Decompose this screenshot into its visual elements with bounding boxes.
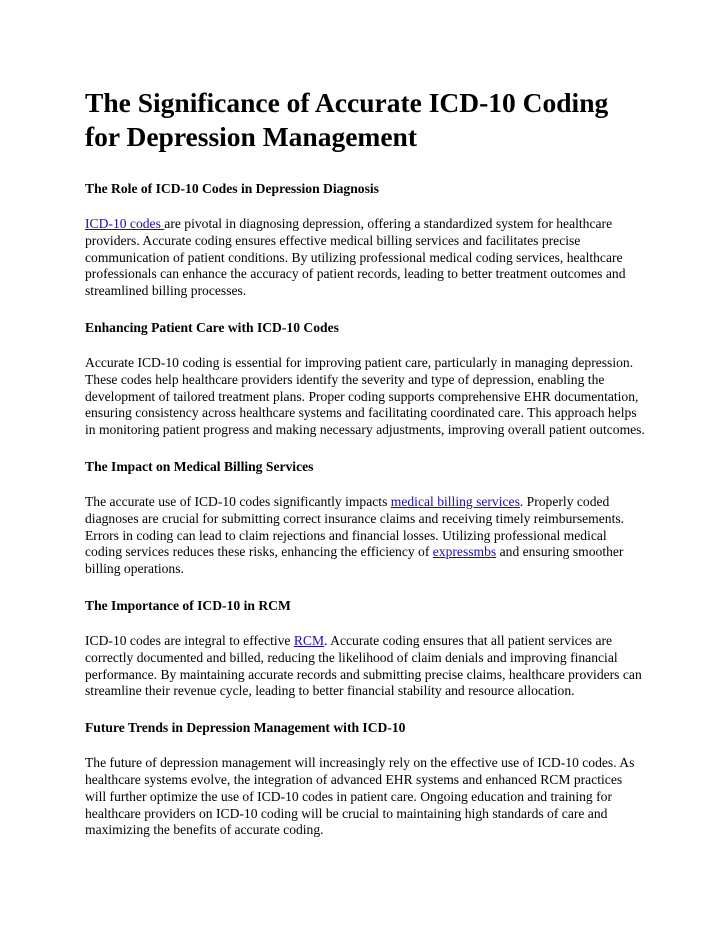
section-heading-future-trends: Future Trends in Depression Management with ICD-10: [85, 720, 406, 736]
paragraph-text: and ensuring smoother billing operations.: [85, 544, 624, 577]
section-heading-billing: The Impact on Medical Billing Services: [85, 458, 314, 474]
section-paragraph-role: [85, 216, 645, 300]
section-heading-patient-care: Enhancing Patient Care with ICD-10 Codes: [85, 319, 339, 335]
medical-billing-services-link[interactable]: medical billing services: [390, 493, 520, 509]
paragraph-text: ICD-10 codes are integral to effective: [85, 632, 294, 648]
section-paragraph-patient-care: Accurate ICD-10 coding is essential for improving patient care, particularly in managing depression. These codes help healthcare providers identify the severity and type of depression, enabling the development of tailored treatment plans. Proper coding supports comprehensive EHR documentation, ensuring consistency across healthcare systems and facilitating coordinated care. This approach helps in monitoring patient progress and making necessary adjustments, improving overall patient outcomes.: [85, 354, 645, 438]
paragraph-text: The accurate use of ICD-10 codes significantly impacts: [85, 493, 391, 509]
section-paragraph-future-trends: The future of depression management will increasingly rely on the effective use of ICD-10 codes. As healthcare systems evolve, the integration of advanced EHR systems and enhanced RCM practices will further optimize the use of ICD-10 codes in patient care. Ongoing education and training for healthcare providers on ICD-10 coding will be crucial to maintaining high standards of care and maximizing the benefits of accurate coding.: [85, 755, 635, 838]
icd10-codes-link[interactable]: ICD-10 codes: [85, 216, 165, 231]
rcm-link[interactable]: RCM: [293, 632, 325, 648]
section-paragraph-rcm: [85, 633, 645, 700]
paragraph-text: . Accurate coding ensures that all patient services are correctly documented and billed, reducing the likelihood of claim denials and improving financial performance. By maintaining accurate records and submitting precise claims, healthcare providers can streamline their revenue cycle, leading to better financial stability and resource allocation.: [85, 632, 642, 699]
document-page: [85, 86, 645, 859]
section-heading-rcm: The Importance of ICD-10 in RCM: [85, 597, 291, 613]
section-paragraph-billing: [85, 494, 645, 578]
page-title: The Significance of Accurate ICD-10 Coding for Depression Management: [85, 87, 609, 152]
paragraph-text: are pivotal in diagnosing depression, offering a standardized system for healthcare providers. Accurate coding ensures effective medical billing services and facilitates precise communication of patient conditions. By utilizing professional medical coding services, healthcare professionals can enhance the accuracy of patient records, leading to better treatment outcomes and streamlined billing processes.: [85, 216, 626, 299]
expressmbs-link[interactable]: expressmbs: [432, 544, 497, 560]
paragraph-text: . Properly coded diagnoses are crucial for submitting correct insurance claims and receiving timely reimbursements. Errors in coding can lead to claim rejections and financial losses. Utilizing professional medical coding services reduces these risks, enhancing the efficiency of: [85, 493, 625, 560]
section-heading-role: The Role of ICD-10 Codes in Depression Diagnosis: [85, 181, 379, 196]
